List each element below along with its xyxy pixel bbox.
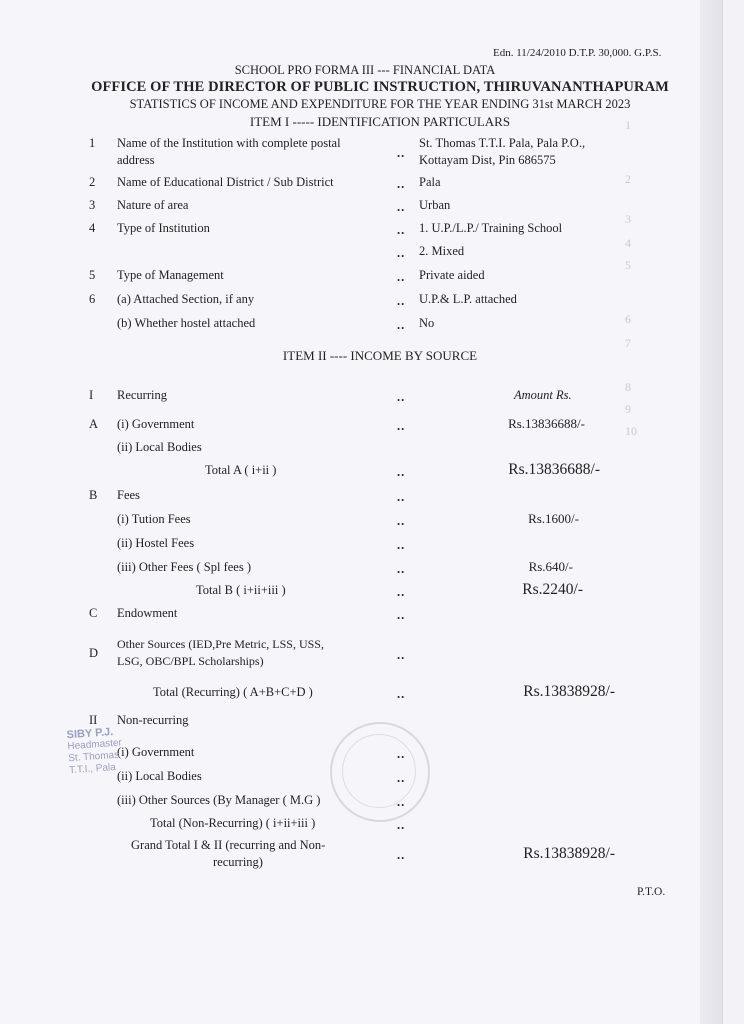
item1-title: ITEM I ----- IDENTIFICATION PARTICULARS bbox=[249, 114, 511, 129]
row-label: Nature of area bbox=[117, 198, 189, 212]
leader-dots: .. bbox=[397, 562, 406, 576]
statistics-title: STATISTICS OF INCOME AND EXPENDITURE FOR THE YEAR ENDING 31st MARCH 2023 bbox=[129, 97, 631, 111]
seal-line: Headmaster bbox=[67, 737, 123, 753]
row-number: 6 bbox=[89, 292, 96, 306]
income-label: (iii) Other Fees ( Spl fees ) bbox=[117, 560, 251, 574]
row-label: Type of Institution bbox=[117, 221, 210, 235]
show-through-text: 3 bbox=[625, 212, 631, 226]
row-number: 5 bbox=[89, 268, 96, 282]
show-through-text: 6 bbox=[625, 312, 631, 326]
income-label: (i) Government bbox=[117, 745, 195, 759]
leader-dots: .. bbox=[397, 318, 406, 332]
leader-dots: .. bbox=[397, 848, 406, 862]
total-label: Total (Non-Recurring) ( i+ii+iii ) bbox=[150, 816, 316, 830]
show-through-text: 9 bbox=[625, 402, 631, 416]
leader-dots: .. bbox=[397, 200, 406, 214]
item2-title: ITEM II ---- INCOME BY SOURCE bbox=[282, 348, 478, 363]
leader-dots: .. bbox=[397, 419, 406, 433]
pto-text: P.T.O. bbox=[637, 886, 666, 898]
leader-dots: .. bbox=[397, 818, 406, 832]
show-through-text: 7 bbox=[625, 336, 631, 350]
row-number: 4 bbox=[89, 221, 96, 235]
section-letter: A bbox=[89, 417, 99, 431]
row-label: Name of the Institution with complete postal bbox=[117, 136, 341, 150]
leader-dots: .. bbox=[397, 771, 406, 785]
income-label: (ii) Local Bodies bbox=[117, 440, 202, 454]
section-letter: B bbox=[89, 488, 98, 502]
show-through-text: 5 bbox=[625, 258, 631, 272]
total-label: Total B ( i+ii+iii ) bbox=[196, 583, 286, 597]
leader-dots: .. bbox=[397, 390, 406, 404]
amount-value: Rs.640/- bbox=[528, 559, 573, 574]
income-label: (i) Government bbox=[117, 417, 195, 431]
leader-dots: .. bbox=[397, 795, 406, 809]
row-value: Kottayam Dist, Pin 686575 bbox=[419, 153, 556, 167]
leader-dots: .. bbox=[397, 223, 406, 237]
amount-value: Rs.1600/- bbox=[528, 511, 579, 526]
row-number: 3 bbox=[89, 198, 96, 212]
amount-value: Rs.13836688/- bbox=[508, 416, 585, 431]
row-value: Pala bbox=[419, 175, 441, 189]
recurring-heading: Recurring bbox=[117, 388, 167, 402]
show-through-text: 8 bbox=[625, 380, 631, 394]
row-value: 1. U.P./L.P./ Training School bbox=[419, 221, 563, 235]
leader-dots: .. bbox=[397, 514, 406, 528]
income-label: Fees bbox=[117, 488, 140, 502]
row-label: (a) Attached Section, if any bbox=[117, 292, 255, 306]
income-label: Endowment bbox=[117, 606, 178, 620]
section-letter: D bbox=[89, 646, 99, 660]
total-amount: Rs.13836688/- bbox=[508, 461, 600, 478]
section-roman: I bbox=[89, 388, 94, 402]
row-value: No bbox=[419, 316, 435, 330]
leader-dots: .. bbox=[397, 538, 406, 552]
income-label: LSG, OBC/BPL Scholarships) bbox=[117, 654, 264, 668]
total-amount: Rs.13838928/- bbox=[523, 683, 615, 700]
grand-total-label: recurring) bbox=[213, 855, 263, 869]
show-through-text: 2 bbox=[625, 172, 631, 186]
seal-line: St. Thomas bbox=[67, 749, 120, 765]
leader-dots: .. bbox=[397, 246, 406, 260]
row-value: U.P.& L.P. attached bbox=[419, 292, 517, 306]
row-number: 1 bbox=[89, 136, 96, 150]
total-label: Total (Recurring) ( A+B+C+D ) bbox=[153, 685, 313, 699]
grand-total-amount: Rs.13838928/- bbox=[523, 845, 615, 862]
income-label: (iii) Other Sources (By Manager ( M.G ) bbox=[117, 793, 321, 807]
leader-dots: .. bbox=[397, 490, 406, 504]
faint-round-stamp bbox=[330, 722, 430, 822]
form-title: SCHOOL PRO FORMA III --- FINANCIAL DATA bbox=[234, 63, 496, 77]
leader-dots: .. bbox=[397, 177, 406, 191]
reference-text: Edn. 11/24/2010 D.T.P. 30,000. G.P.S. bbox=[493, 47, 662, 59]
row-number: 2 bbox=[89, 175, 96, 189]
row-value: St. Thomas T.T.I. Pala, Pala P.O., bbox=[419, 136, 586, 150]
leader-dots: .. bbox=[397, 465, 406, 479]
leader-dots: .. bbox=[397, 270, 406, 284]
row-label: (b) Whether hostel attached bbox=[117, 316, 256, 330]
row-label: Type of Management bbox=[117, 268, 224, 282]
leader-dots: .. bbox=[397, 585, 406, 599]
row-label: Name of Educational District / Sub District bbox=[117, 175, 334, 189]
total-label: Total A ( i+ii ) bbox=[205, 463, 277, 477]
show-through-text: 4 bbox=[625, 236, 631, 250]
seal-line: T.T.I., Pala bbox=[68, 761, 117, 777]
amount-header: Amount Rs. bbox=[514, 388, 572, 402]
headmaster-seal bbox=[66, 725, 133, 781]
show-through-text: 10 bbox=[625, 424, 637, 438]
income-label: (ii) Local Bodies bbox=[117, 769, 202, 783]
row-value: 2. Mixed bbox=[419, 244, 465, 258]
row-label: address bbox=[117, 153, 155, 167]
leader-dots: .. bbox=[397, 294, 406, 308]
income-label: Other Sources (IED,Pre Metric, LSS, USS, bbox=[117, 637, 324, 651]
leader-dots: .. bbox=[397, 608, 406, 622]
leader-dots: .. bbox=[397, 648, 406, 662]
office-title: OFFICE OF THE DIRECTOR OF PUBLIC INSTRUCTION, THIRUVANANTHAPURAM bbox=[91, 79, 669, 95]
show-through-text: 1 bbox=[625, 118, 631, 132]
row-value: Private aided bbox=[419, 268, 485, 282]
row-value: Urban bbox=[419, 198, 451, 212]
leader-dots: .. bbox=[397, 747, 406, 761]
grand-total-label: Grand Total I & II (recurring and Non- bbox=[131, 838, 326, 852]
section-roman: II bbox=[89, 713, 98, 727]
income-label: (i) Tution Fees bbox=[117, 512, 191, 526]
seal-line: SIBY P.J. bbox=[66, 726, 114, 742]
leader-dots: .. bbox=[397, 146, 406, 160]
income-label: (ii) Hostel Fees bbox=[117, 536, 195, 550]
nonrecurring-heading: Non-recurring bbox=[117, 713, 189, 727]
leader-dots: .. bbox=[397, 687, 406, 701]
section-letter: C bbox=[89, 606, 98, 620]
total-amount: Rs.2240/- bbox=[522, 581, 583, 598]
